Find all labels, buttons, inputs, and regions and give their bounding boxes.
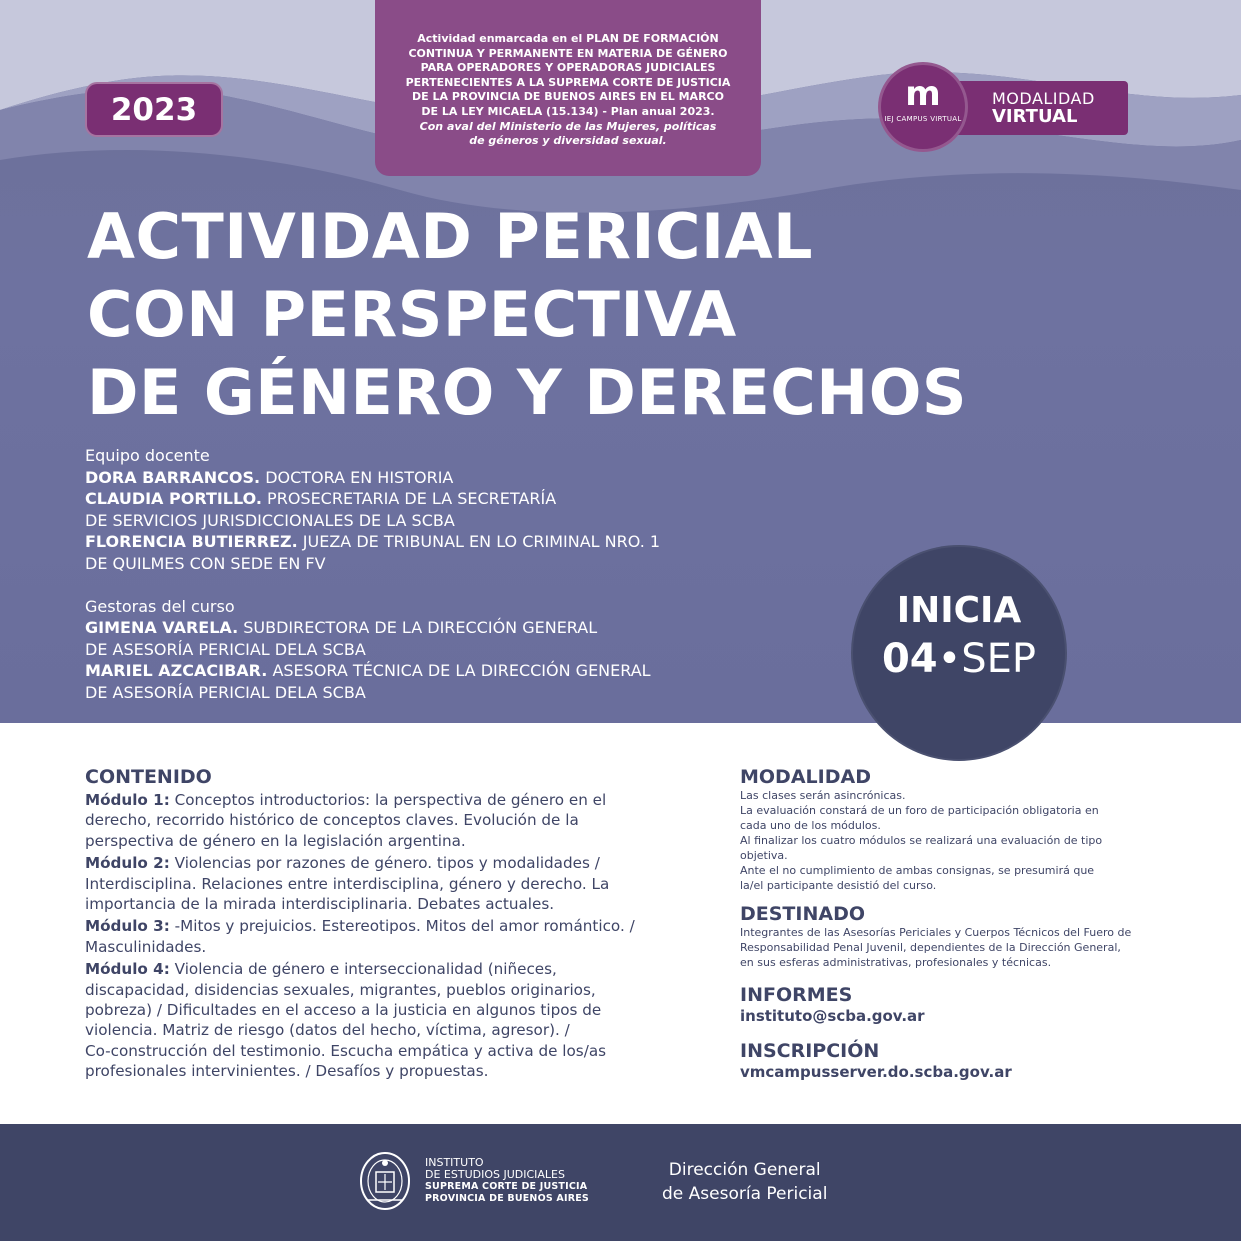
- docente-role-cont: DE QUILMES CON SEDE EN FV: [85, 553, 326, 573]
- gestora-role-cont: DE ASESORÍA PERICIAL DELA SCBA: [85, 682, 366, 702]
- gestora-role-cont: DE ASESORÍA PERICIAL DELA SCBA: [85, 639, 366, 659]
- modulo-label: Módulo 4:: [85, 960, 170, 979]
- direccion-general-name: [662, 1158, 827, 1206]
- docente-role-cont: DE SERVICIOS JURISDICCIONALES DE LA SCBA: [85, 510, 455, 530]
- gestora-role: ASESORA TÉCNICA DE LA DIRECCIÓN GENERAL: [272, 661, 651, 681]
- modalidad-text: Al finalizar los cuatro módulos se realizará una evaluación de tipo: [740, 834, 1103, 847]
- modulo-text: perspectiva de género en la legislación argentina.: [85, 831, 466, 850]
- institute-line: SUPREMA CORTE DE JUSTICIA: [425, 1181, 588, 1192]
- informes-email-link[interactable]: instituto@scba.gov.ar: [740, 1007, 925, 1025]
- inscripcion-heading: INSCRIPCIÓN: [740, 1040, 880, 1062]
- docente-entry: [85, 531, 845, 553]
- destinado-text: Integrantes de las Asesorías Periciales y Cuerpos Técnicos del Fuero de: [740, 926, 1132, 939]
- footer: [0, 1124, 1241, 1241]
- inscripcion-section: [740, 1040, 1190, 1082]
- start-month: SEP: [961, 636, 1037, 682]
- start-label: INICIA: [896, 590, 1022, 631]
- plan-line: Actividad enmarcada en el PLAN DE FORMACIÓN: [417, 32, 719, 45]
- plan-line: DE LA PROVINCIA DE BUENOS AIRES EN EL MARCO: [412, 90, 724, 104]
- plan-line: PERTENECIENTES A LA SUPREMA CORTE DE JUSTICIA: [405, 75, 731, 89]
- modulo-text: importancia de la mirada interdisciplinaria. Debates actuales.: [85, 895, 555, 914]
- campus-logo-mark: m: [905, 74, 941, 114]
- plan-aval-line: de géneros y diversidad sexual.: [469, 134, 667, 148]
- destinado-heading: DESTINADO: [740, 903, 865, 925]
- modulo-text: Violencias por razones de género. tipos y modalidades /: [169, 854, 600, 873]
- docente-name: DORA BARRANCOS.: [85, 467, 261, 487]
- modulo-text: discapacidad, disidencias sexuales, migrantes, pueblos originarios,: [85, 980, 596, 999]
- coat-of-arms-icon: [358, 1148, 412, 1214]
- modulo-text: pobreza) / Dificultades en el acceso a la justicia en algunos tipos de: [85, 1001, 602, 1020]
- gestora-entry: [85, 617, 845, 639]
- docente-entry: [85, 467, 845, 489]
- modalidad-text: Ante el no cumplimiento de ambas consignas, se presumirá que: [740, 864, 1095, 877]
- modulo-text: -Mitos y prejuicios. Estereotipos. Mitos del amor romántico. /: [169, 917, 635, 936]
- institute-line: PROVINCIA DE BUENOS AIRES: [425, 1193, 589, 1204]
- docente-entry: [85, 488, 845, 510]
- plan-line: DE LA LEY MICAELA (15.134) - Plan anual 2023.: [421, 104, 715, 118]
- modulo-3: [85, 916, 685, 957]
- direccion-line: Dirección General: [668, 1160, 821, 1180]
- modulo-label: Módulo 1:: [85, 791, 170, 809]
- plan-aval-line: Con aval del Ministerio de las Mujeres, políticas: [419, 119, 717, 133]
- modulo-2: [85, 853, 685, 914]
- modalidad-text: Las clases serán asincrónicas.: [740, 789, 906, 802]
- year-badge: 2023: [85, 82, 223, 137]
- docente-role: JUEZA DE TRIBUNAL EN LO CRIMINAL NRO. 1: [302, 532, 661, 552]
- modulo-text: violencia. Matriz de riesgo (datos del hecho, víctima, agresor). /: [85, 1021, 570, 1040]
- plan-line: CONTINUA Y PERMANENTE EN MATERIA DE GÉNERO: [408, 46, 728, 60]
- docente-name: CLAUDIA PORTILLO.: [85, 489, 262, 509]
- institute-line: DE ESTUDIOS JUDICIALES: [425, 1168, 565, 1181]
- institute-name: [425, 1157, 589, 1205]
- informes-heading: INFORMES: [740, 984, 853, 1006]
- direccion-line: de Asesoría Pericial: [662, 1184, 828, 1204]
- modulo-text: profesionales intervinientes. / Desafíos y propuestas.: [85, 1062, 489, 1081]
- start-date-circle: [853, 547, 1065, 759]
- docente-name: FLORENCIA BUTIERREZ.: [85, 532, 298, 552]
- start-date: [853, 635, 1065, 683]
- informes-section: [740, 984, 1190, 1026]
- gestoras-heading: Gestoras del curso: [85, 596, 235, 616]
- teaching-team: [85, 445, 845, 704]
- modalidad-text: objetiva.: [740, 849, 788, 862]
- docentes-heading: Equipo docente: [85, 446, 210, 465]
- plan-info-box: [375, 0, 761, 176]
- modulo-label: Módulo 2:: [85, 854, 170, 873]
- course-title: [87, 198, 1087, 432]
- modulo-4: [85, 959, 685, 1081]
- modulo-1: [85, 790, 685, 851]
- start-day: 04: [881, 636, 938, 682]
- modulo-text: Masculinidades.: [85, 937, 207, 956]
- modalidad-heading: MODALIDAD: [740, 766, 871, 788]
- modulo-text: derecho, recorrido histórico de conceptos claves. Evolución de la: [85, 811, 579, 830]
- docente-role: PROSECRETARIA DE LA SECRETARÍA: [267, 489, 557, 509]
- modalidad-text: La evaluación constará de un foro de participación obligatoria en: [740, 804, 1099, 817]
- modulo-label: Módulo 3:: [85, 917, 170, 936]
- contenido-heading: CONTENIDO: [85, 766, 212, 788]
- destinado-text: en sus esferas administrativas, profesionales y técnicas.: [740, 956, 1052, 969]
- modulo-text: Conceptos introductorios: la perspectiva de género en el: [169, 791, 607, 809]
- institute-line: INSTITUTO: [425, 1156, 484, 1169]
- title-line: ACTIVIDAD PERICIAL: [87, 200, 814, 273]
- modalidad-badge-label: MODALIDAD: [992, 89, 1095, 108]
- modulo-text: Interdisciplina. Relaciones entre interdisciplina, género y derecho. La: [85, 874, 610, 893]
- destinado-section: [740, 903, 1190, 970]
- gestora-name: GIMENA VARELA.: [85, 618, 239, 638]
- title-line: CON PERSPECTIVA: [87, 278, 737, 351]
- campus-virtual-logo: [878, 62, 968, 152]
- contenido-section: [85, 766, 685, 1084]
- gestora-entry: [85, 660, 845, 682]
- modalidad-badge-value: VIRTUAL: [992, 106, 1078, 127]
- campus-logo-label: IEJ CAMPUS VIRTUAL: [884, 115, 962, 123]
- modulo-text: Co-construcción del testimonio. Escucha empática y activa de los/as: [85, 1041, 607, 1060]
- plan-line: PARA OPERADORES Y OPERADORAS JUDICIALES: [420, 61, 716, 75]
- modalidad-text: cada uno de los módulos.: [740, 819, 881, 832]
- inscripcion-url-link[interactable]: vmcampusserver.do.scba.gov.ar: [740, 1063, 1012, 1081]
- course-details: [740, 766, 1190, 1092]
- modalidad-section: [740, 766, 1190, 893]
- docente-role: DOCTORA EN HISTORIA: [265, 467, 454, 487]
- gestora-role: SUBDIRECTORA DE LA DIRECCIÓN GENERAL: [243, 618, 598, 638]
- destinado-text: Responsabilidad Penal Juvenil, dependientes de la Dirección General,: [740, 941, 1121, 954]
- modalidad-text: la/el participante desistió del curso.: [740, 879, 937, 892]
- modulo-text: Violencia de género e interseccionalidad (niñeces,: [169, 960, 557, 979]
- gestora-name: MARIEL AZCACIBAR.: [85, 661, 268, 681]
- title-line: DE GÉNERO Y DERECHOS: [87, 356, 968, 429]
- date-separator-dot: •: [937, 636, 962, 682]
